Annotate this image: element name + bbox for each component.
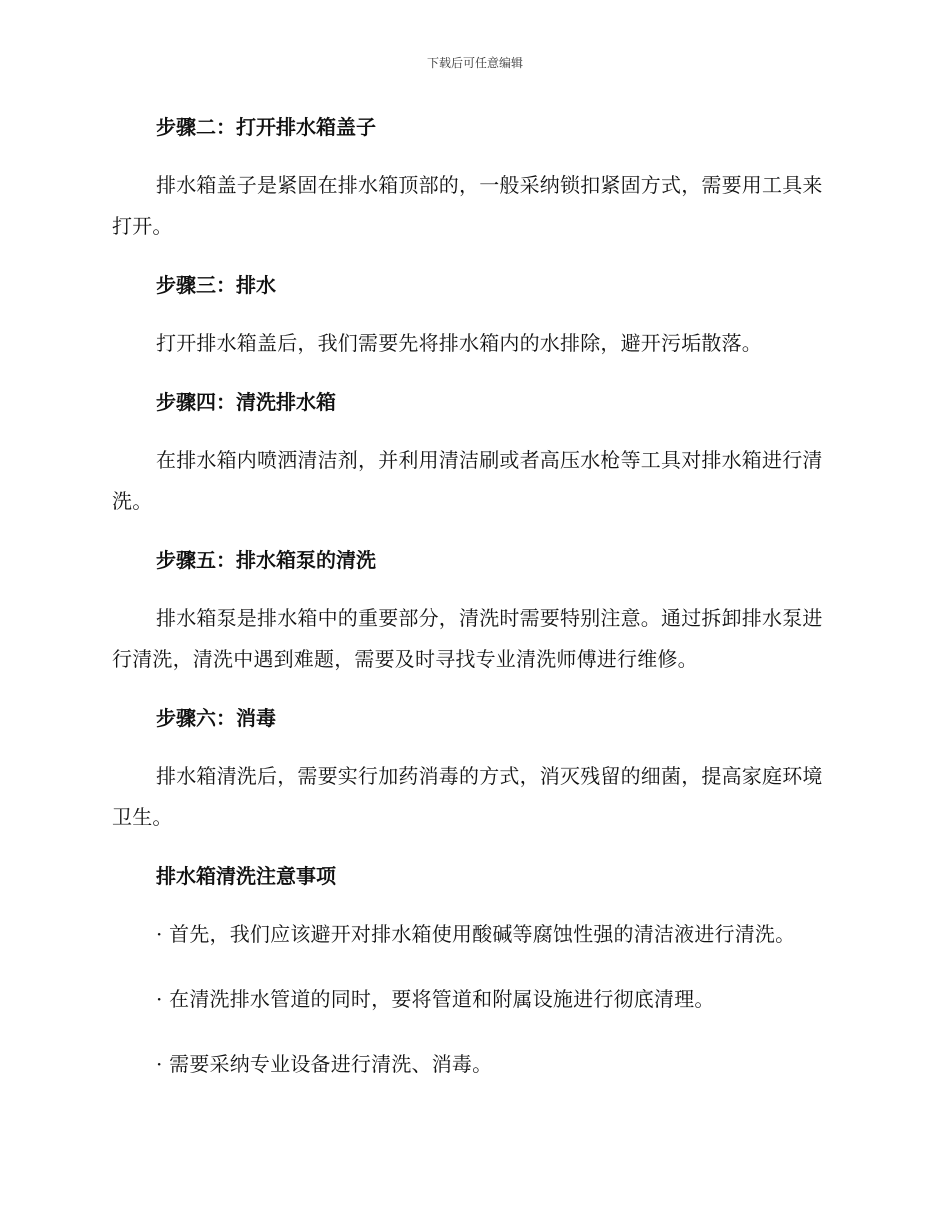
section-heading-step4: 步骤四：清洗排水箱 [156, 390, 336, 414]
section-paragraph-step3: 打开排水箱盖后，我们需要先将排水箱内的水排除，避开污垢散落。 [156, 331, 762, 355]
section-paragraph-step6: 排水箱清洗后，需要实行加药消毒的方式，消灭残留的细菌，提高家庭环境卫生。 [112, 764, 823, 829]
notes-item-3: · 需要采纳专业设备进行清洗、消毒。 [156, 1052, 493, 1076]
section-heading-step3: 步骤三：排水 [156, 273, 276, 297]
section-heading-step2: 步骤二：打开排水箱盖子 [156, 115, 376, 139]
notes-item-2: · 在清洗排水管道的同时，要将管道和附属设施进行彻底清理。 [156, 987, 715, 1011]
section-paragraph-step2: 排水箱盖子是紧固在排水箱顶部的，一般采纳锁扣紧固方式，需要用工具来打开。 [112, 173, 823, 238]
document-body [112, 113, 832, 1109]
page-header: 下载后可任意编辑 [426, 56, 523, 70]
notes-heading: 排水箱清洗注意事项 [156, 864, 336, 888]
section-heading-step6: 步骤六：消毒 [156, 706, 276, 730]
section-paragraph-step4: 在排水箱内喷洒清洁剂，并利用清洁刷或者高压水枪等工具对排水箱进行清洗。 [112, 448, 823, 513]
notes-item-1: · 首先，我们应该避开对排水箱使用酸碱等腐蚀性强的清洁液进行清洗。 [156, 922, 796, 946]
section-paragraph-step5: 排水箱泵是排水箱中的重要部分，清洗时需要特别注意。通过拆卸排水泵进行清洗，清洗中遇到难题，需要及时寻找专业清洗师傅进行维修。 [112, 606, 823, 671]
section-heading-step5: 步骤五：排水箱泵的清洗 [156, 548, 376, 572]
